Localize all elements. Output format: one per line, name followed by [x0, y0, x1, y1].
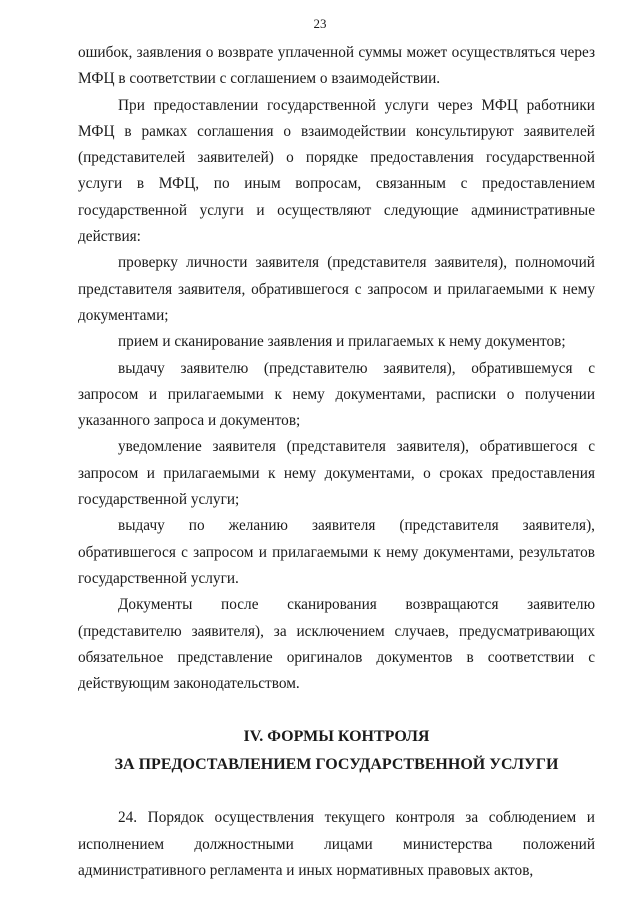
paragraph-identity-check: проверку личности заявителя (представителя заявителя), полномочий представителя заявителя, обратившегося с запросом и прилагаемыми к нему документами; — [78, 254, 595, 324]
paragraph-item-24: 24. Порядок осуществления текущего контроля за соблюдением и исполнением должностными лицами министерства положений административного регламента и иных нормативных правовых актов, — [78, 809, 595, 880]
paragraph-scanning: прием и сканирование заявления и прилагаемых к нему документов; — [118, 333, 566, 351]
paragraph-notification: уведомление заявителя (представителя заявителя), обратившегося с запросом и прилагаемыми к нему документами, о сроках предоставления государственной услуги; — [78, 438, 595, 509]
page-number: 23 — [313, 16, 327, 31]
paragraph-mfc-consultation: При предоставлении государственной услуги через МФЦ работники МФЦ в рамках соглашения о взаимодействии консультируют заявителей (представителей заявителей) о порядке предоставления государственной услуги в МФЦ, по иным вопросам, связанным с предоставлением государственной услуги и осуществляют следующие административные действия: — [78, 96, 595, 246]
section-heading — [78, 723, 595, 779]
paragraph-results: выдачу по желанию заявителя (представителя заявителя), обратившегося с запросом и прилагаемыми к нему документами, результатов государственной услуги. — [78, 517, 595, 587]
section-heading-line-1: IV. ФОРМЫ КОНТРОЛЯ — [243, 728, 430, 746]
section-heading-line-2: ЗА ПРЕДОСТАВЛЕНИЕМ ГОСУДАРСТВЕННОЙ УСЛУГИ — [114, 756, 559, 774]
paragraph-documents-return: Документы после сканирования возвращаются заявителю (представителю заявителя), за исключением случаев, предусматривающих обязательное представление оригиналов документов в соответствии с действующим законодательством. — [78, 596, 595, 693]
paragraph-continuation: ошибок, заявления о возврате уплаченной суммы может осуществляться через МФЦ в соответствии с соглашением о взаимодействии. — [78, 44, 595, 88]
paragraph-receipt: выдачу заявителю (представителю заявителя), обратившемуся с запросом и прилагаемыми к нему документами, расписки о получении указанного запроса и документов; — [78, 359, 595, 430]
document-body — [78, 40, 595, 884]
